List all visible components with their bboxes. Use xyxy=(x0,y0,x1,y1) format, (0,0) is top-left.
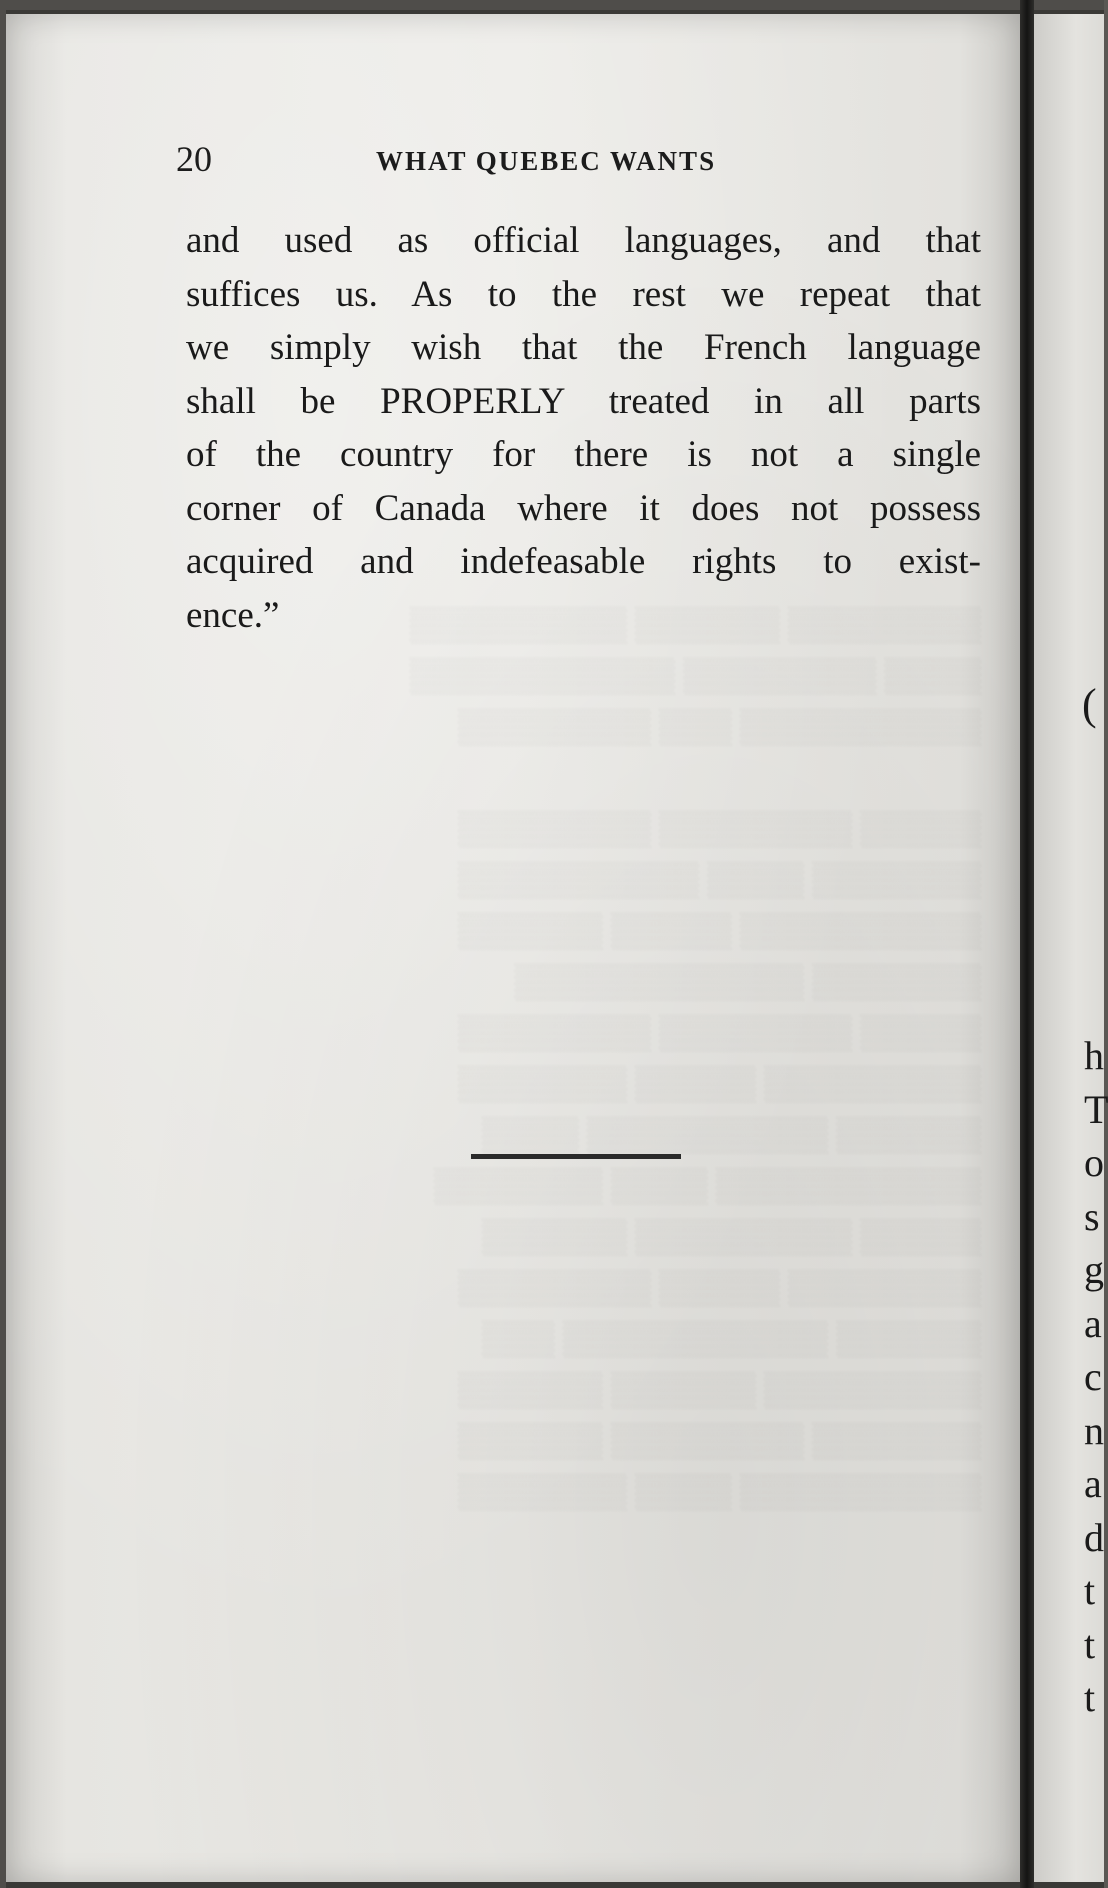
facing-line-start: s xyxy=(1084,1193,1100,1239)
left-page xyxy=(6,10,1020,1888)
facing-line-start: a xyxy=(1084,1300,1102,1346)
text-line: ence.” xyxy=(186,594,280,636)
text-line: shall be PROPERLY treated in all parts xyxy=(186,380,981,422)
text-line: we simply wish that the French language xyxy=(186,327,981,368)
facing-page-paren: ( xyxy=(1082,680,1097,729)
book-gutter xyxy=(1020,0,1034,1888)
text-line: suffices us. As to the rest we repeat that xyxy=(186,273,981,315)
section-divider-rule xyxy=(471,1154,681,1159)
running-head xyxy=(176,138,976,188)
text-line: corner of Canada where it does not possess xyxy=(186,487,981,529)
facing-line-start: h xyxy=(1084,1033,1104,1078)
page-number: 20 xyxy=(176,139,212,179)
facing-line-start: T xyxy=(1084,1086,1108,1132)
facing-line-start: n xyxy=(1084,1407,1104,1453)
facing-line-start: o xyxy=(1084,1140,1104,1185)
facing-line-start: t xyxy=(1084,1675,1096,1720)
facing-line-start: c xyxy=(1084,1354,1102,1399)
facing-page-edge xyxy=(1034,10,1108,1888)
facing-page-line-starts xyxy=(1084,1029,1108,1725)
facing-line-start: d xyxy=(1084,1514,1104,1560)
facing-line-start: t xyxy=(1084,1621,1096,1667)
running-title: WHAT QUEBEC WANTS xyxy=(376,146,717,176)
text-line: acquired and indefeasable rights to exist- xyxy=(186,541,981,582)
bleed-through-texture: ▒▒▒▒▒▒▒▒ ▒▒▒▒▒▒ ▒▒▒▒▒▒▒▒▒ ▒▒▒▒ ▒▒▒▒▒▒▒▒ ▒▒▒▒▒▒▒▒▒▒▒ ▒▒▒▒▒▒▒▒▒▒ ▒▒▒ ▒▒▒▒▒▒▒▒ ▒▒▒▒▒ ▒▒▒▒▒▒▒▒ ▒▒▒▒▒▒▒▒ ▒▒▒▒▒▒▒ ▒▒▒▒ ▒▒▒▒▒▒▒▒▒▒ ▒▒▒▒▒▒▒▒▒▒ ▒▒▒▒▒ ▒▒▒▒▒▒ ▒▒▒▒▒▒▒ ▒▒▒▒▒▒▒▒▒▒▒▒ ▒▒▒▒▒ ▒▒▒▒▒▒▒▒ ▒▒▒▒▒▒▒▒ ▒▒▒▒▒▒▒▒▒ ▒▒▒▒▒ ▒▒▒▒▒▒▒ ▒▒▒▒▒▒ ▒▒▒▒▒▒▒▒▒▒ ▒▒▒▒ ▒▒▒▒▒▒▒▒▒▒▒ ▒▒▒▒ ▒▒▒▒▒▒▒ ▒▒▒▒▒ ▒▒▒▒▒▒▒▒▒ ▒▒▒▒▒▒ ▒▒▒▒▒▒▒▒ ▒▒▒▒▒ ▒▒▒▒▒▒▒▒ ▒▒▒▒▒▒ ▒▒▒▒▒▒▒▒▒▒▒ ▒▒▒ ▒▒▒▒▒▒▒▒▒ ▒▒▒▒▒▒ ▒▒▒▒▒▒ ▒▒▒▒▒▒▒ ▒▒▒▒▒▒▒▒ ▒▒▒▒▒▒ ▒▒▒▒▒▒▒▒▒▒ ▒▒▒▒ ▒▒▒▒▒▒▒ xyxy=(409,606,981,1510)
facing-line-start: a xyxy=(1084,1461,1102,1506)
text-line: of the country for there is not a single xyxy=(186,434,981,475)
text-line: and used as official languages, and that xyxy=(186,220,981,261)
body-paragraph xyxy=(186,214,981,642)
facing-line-start: g xyxy=(1084,1247,1104,1292)
facing-line-start: t xyxy=(1084,1568,1096,1613)
